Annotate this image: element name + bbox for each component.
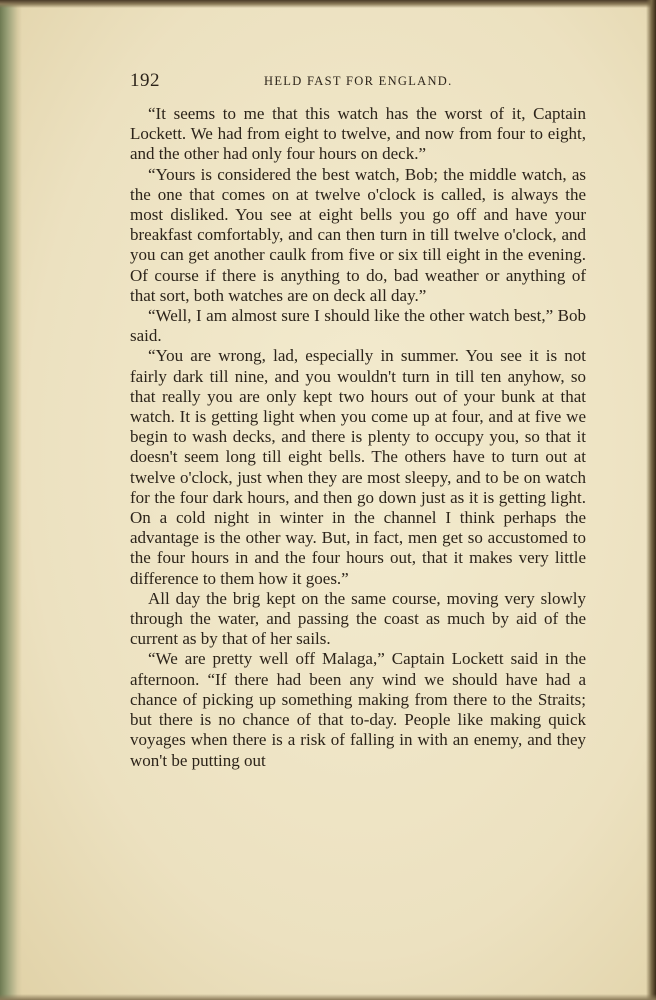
paragraph: “Yours is considered the best watch, Bob; the middle watch, as the one that comes on at twelve o'clock is called, is always the most disliked. You see at eight bells you go off and have your breakfast comfortably, and can then turn in till twelve o'clock, and you can get another caulk from five or six till eight in the evening. Of course if there is anything to do, bad weather or anything of that sort, both watches are on deck all day.” xyxy=(130,164,586,305)
book-spine-gutter xyxy=(0,0,22,1000)
paragraph: “Well, I am almost sure I should like the other watch best,” Bob said. xyxy=(130,306,586,346)
running-head xyxy=(130,70,586,92)
page-number: 192 xyxy=(130,70,160,91)
page-bottom-edge xyxy=(0,994,656,1000)
paragraph: “We are pretty well off Malaga,” Captain Lockett said in the afternoon. “If there had been any wind we should have had a chance of picking up something making from there to the Straits; but there is no chance of that to-day. People like making quick voyages when there is a risk of falling in with an enemy, and they won't be putting out xyxy=(130,649,586,770)
page-right-edge xyxy=(646,0,656,1000)
paragraph: “You are wrong, lad, especially in summer. You see it is not fairly dark till nine, and you wouldn't turn in till ten anyhow, so that really you are only kept two hours out of your bunk at that watch. It is getting light when you come up at four, and at five we begin to wash decks, and there is plenty to occupy you, so that it doesn't seem long till eight bells. The others have to turn out at twelve o'clock, just when they are most sleepy, and to be on watch for the four dark hours, and then go down just as it is getting light. On a cold night in winter in the channel I think perhaps the advantage is the other way. But, in fact, men get so accustomed to the four hours in and the four hours out, that it makes very little difference to them how it goes.” xyxy=(130,346,586,588)
body-text xyxy=(130,104,586,771)
running-title: HELD FAST FOR ENGLAND. xyxy=(264,74,453,88)
page-top-edge xyxy=(0,0,656,8)
paragraph: All day the brig kept on the same course, moving very slowly through the water, and passing the coast as much by aid of the current as by that of her sails. xyxy=(130,588,586,649)
paragraph: “It seems to me that this watch has the worst of it, Captain Lockett. We had from eight to twelve, and now from four to eight, and the other had only four hours on deck.” xyxy=(130,104,586,164)
